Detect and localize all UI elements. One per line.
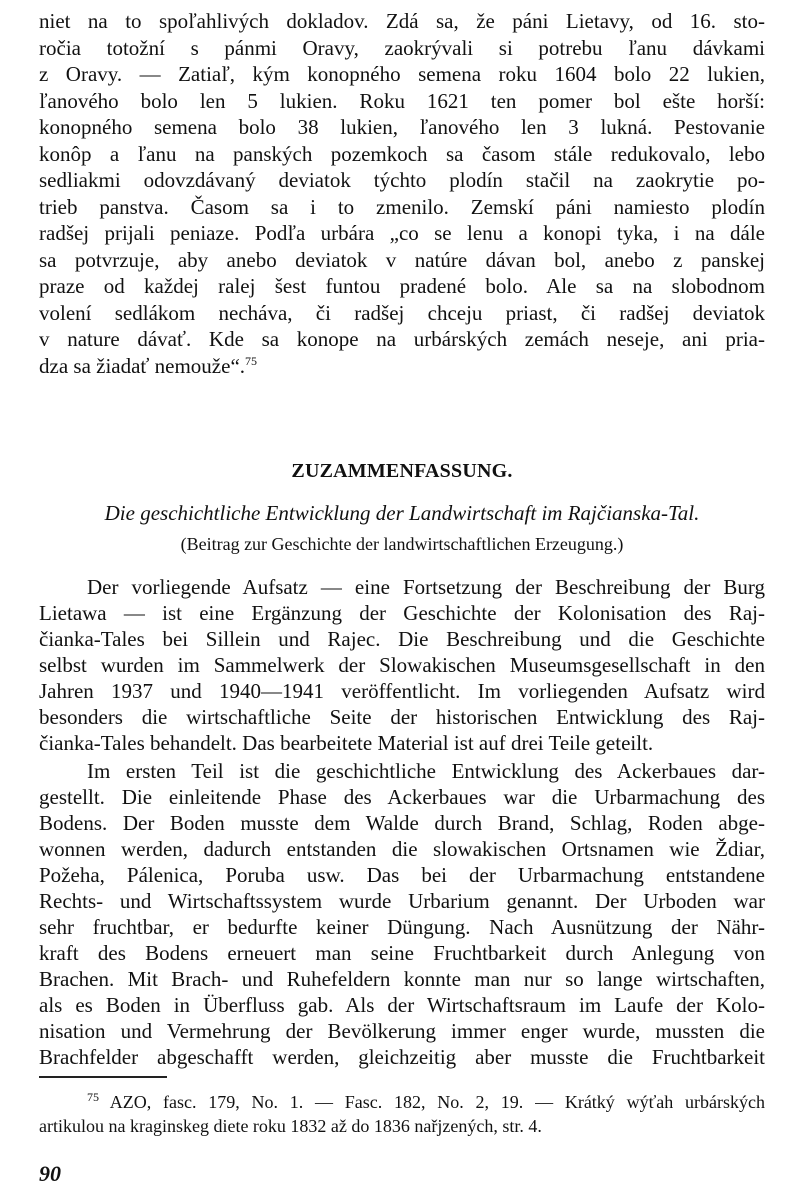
footnote-line xyxy=(87,1090,765,1114)
text-line: gestellt. Die einleitende Phase des Ackerbaues war die Urbarmachung des xyxy=(39,785,765,809)
text-line: ľanového bolo len 5 lukien. Roku 1621 ten pomer bol ešte horší: xyxy=(39,89,765,113)
article-subtitle: Die geschichtliche Entwicklung der Landwirtschaft im Rajčianska-Tal. xyxy=(104,501,700,525)
page-number: 90 xyxy=(39,1161,61,1186)
text-line: v nature dávať. Kde sa konope na urbárských zemách neseje, ani pria- xyxy=(39,327,765,351)
section-heading: ZUZAMMENFASSUNG. xyxy=(291,460,513,482)
text-line: sa potvrzuje, aby anebo deviatok v natúre dávan bol, anebo z panskej xyxy=(39,248,765,272)
document-page xyxy=(39,0,765,1194)
text-line: Lietawa — ist eine Ergänzung der Geschichte der Kolonisation des Raj- xyxy=(39,601,765,625)
text-line: Bodens. Der Boden musste dem Walde durch Brand, Schlag, Roden abge- xyxy=(39,811,765,835)
text-line: trieb panstva. Časom sa i to zmenilo. Zemskí páni namiesto plodín xyxy=(39,195,765,219)
article-subnote: (Beitrag zur Geschichte der landwirtschaftlichen Erzeugung.) xyxy=(180,534,624,554)
text-line: niet na to spoľahlivých dokladov. Zdá sa, že páni Lietavy, od 16. sto- xyxy=(39,9,765,33)
text-line: z Oravy. — Zatiaľ, kým konopného semena roku 1604 bolo 22 lukien, xyxy=(39,62,765,86)
text-line: besonders die wirtschaftliche Seite der historischen Entwicklung des Raj- xyxy=(39,705,765,729)
footnote-text: AZO, fasc. 179, No. 1. — Fasc. 182, No. 2, 19. — Krátký wýťah urbárských xyxy=(109,1092,765,1112)
footnote-line: artikulou na kraginskeg diete roku 1832 až do 1836 nařjzených, str. 4. xyxy=(39,1116,542,1136)
text-line: sehr fruchtbar, er bedurfte keiner Düngung. Nach Ausnützung der Nähr- xyxy=(39,915,765,939)
footnote-reference: 75 xyxy=(245,354,258,368)
text-line-last xyxy=(39,353,765,379)
text-line: ročia totožní s pánmi Oravy, zaokrývali si potrebu ľanu dávkami xyxy=(39,36,765,60)
text-line: kraft des Bodens erneuert man seine Fruchtbarkeit durch Anlegung von xyxy=(39,941,765,965)
text-line: als es Boden in Überfluss gab. Als der Wirtschaftsraum im Laufe der Kolo- xyxy=(39,993,765,1017)
text-line: selbst wurden im Sammelwerk der Slowakischen Museumsgesellschaft in den xyxy=(39,653,765,677)
footnote-number: 75 xyxy=(87,1090,99,1104)
text-line: Jahren 1937 und 1940—1941 veröffentlicht. Im vorliegenden Aufsatz wird xyxy=(39,679,765,703)
text-line: Brachen. Mit Brach- und Ruhefeldern konnte man nur so lange wirtschaften, xyxy=(39,967,765,991)
text-line: radšej prijali peniaze. Podľa urbára „co se lenu a konopi tyka, i na dále xyxy=(39,221,765,245)
text-line: volení sedlákom necháva, či radšej chceju priast, či radšej deviatok xyxy=(39,301,765,325)
text-line: nisation und Vermehrung der Bevölkerung immer enger wurde, mussten die xyxy=(39,1019,765,1043)
text-line: sedliakmi odovzdávaný deviatok týchto plodín stačil na zaokrytie po- xyxy=(39,168,765,192)
footnote-rule xyxy=(39,1076,167,1078)
text-line: konôp a ľanu na panských pozemkoch sa časom stále redukovalo, lebo xyxy=(39,142,765,166)
text-line-last: čianka-Tales behandelt. Das bearbeitete Material ist auf drei Teile geteilt. xyxy=(39,731,654,755)
text-line: čianka-Tales bei Sillein und Rajec. Die Beschreibung und die Geschichte xyxy=(39,627,765,651)
text-line: konopného semena bolo 38 lukien, ľanového len 3 lukná. Pestovanie xyxy=(39,115,765,139)
text-line: Der vorliegende Aufsatz — eine Fortsetzung der Beschreibung der Burg xyxy=(87,575,765,599)
text-line: Požeha, Pálenica, Poruba usw. Das bei der Urbarmachung entstandene xyxy=(39,863,765,887)
text-line: Rechts- und Wirtschaftssystem wurde Urbarium genannt. Der Urboden war xyxy=(39,889,765,913)
text-line: Im ersten Teil ist die geschichtliche Entwicklung des Ackerbaues dar- xyxy=(87,759,765,783)
text-line: praze od každej ralej šest funtou pradené bolo. Ale sa na slobodnom xyxy=(39,274,765,298)
text-line: Brachfelder abgeschafft werden, gleichzeitig aber musste die Fruchtbarkeit xyxy=(39,1045,765,1069)
text-line: wonnen werden, dadurch entstanden die slowakischen Ortsnamen wie Ždiar, xyxy=(39,837,765,861)
text-span: dza sa žiadať nemouže“. xyxy=(39,354,246,378)
